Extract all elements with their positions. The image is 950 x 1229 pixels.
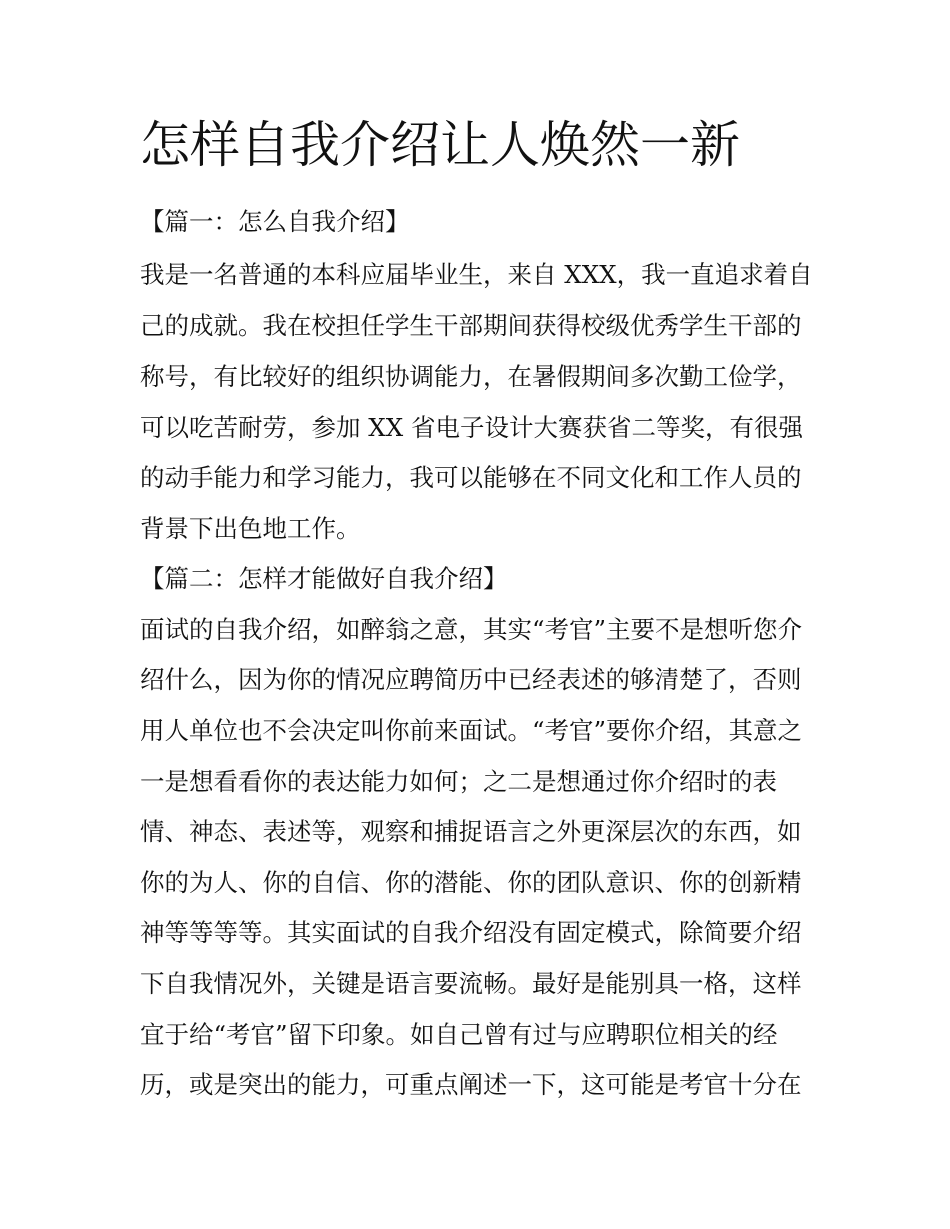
text-line: 宜于给“考官”留下印象。如自己曾有过与应聘职位相关的经 — [140, 1020, 778, 1049]
text-line: 用人单位也不会决定叫你前来面试。“考官”要你介绍，其意之 — [140, 716, 803, 745]
text-line: 我是一名普通的本科应届毕业生，来自 XXX，我一直追求着自 — [140, 260, 813, 289]
text-line: 绍什么，因为你的情况应聘简历中已经表述的够清楚了，否则 — [140, 665, 802, 694]
text-line: 称号，有比较好的组织协调能力，在暑假期间多次勤工俭学， — [140, 362, 802, 391]
text-line: 背景下出色地工作。 — [140, 514, 361, 543]
text-line: 面试的自我介绍，如醉翁之意，其实“考官”主要不是想听您介 — [140, 615, 803, 644]
text-line: 可以吃苦耐劳，参加 XX 省电子设计大赛获省二等奖，有很强 — [140, 413, 803, 442]
section-heading-1: 【篇一：怎么自我介绍】 — [140, 207, 410, 236]
text-line: 下自我情况外，关键是语言要流畅。最好是能别具一格，这样 — [140, 969, 802, 998]
text-line: 神等等等等。其实面试的自我介绍没有固定模式，除简要介绍 — [140, 918, 802, 947]
text-line: 一是想看看你的表达能力如何；之二是想通过你介绍时的表 — [140, 767, 777, 796]
page-title: 怎样自我介绍让人焕然一新 — [140, 116, 740, 174]
section-heading-2: 【篇二：怎样才能做好自我介绍】 — [140, 564, 508, 593]
text-line: 你的为人、你的自信、你的潜能、你的团队意识、你的创新精 — [140, 868, 802, 897]
text-line: 历，或是突出的能力，可重点阐述一下，这可能是考官十分在 — [140, 1070, 802, 1099]
text-line: 的动手能力和学习能力，我可以能够在不同文化和工作人员的 — [140, 463, 802, 492]
text-line: 情、神态、表述等，观察和捕捉语言之外更深层次的东西，如 — [140, 817, 802, 846]
text-line: 己的成就。我在校担任学生干部期间获得校级优秀学生干部的 — [140, 311, 802, 340]
